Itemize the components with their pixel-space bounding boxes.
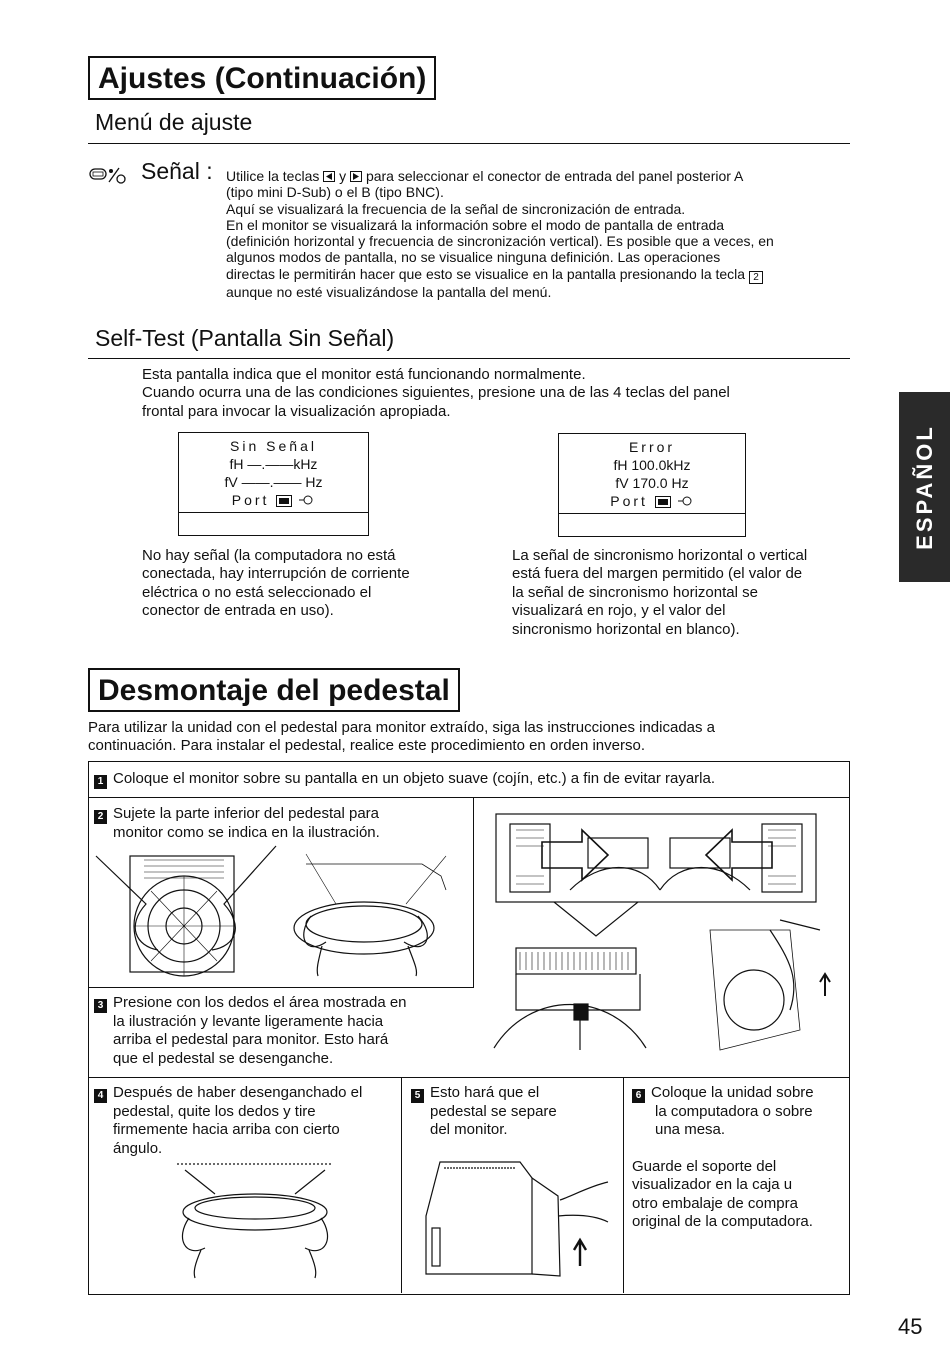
section2-intro: Para utilizar la unidad con el pedestal para monitor extraído, siga las instrucciones indicadas a continuación. Para instalar el pedestal, realice este procedimiento en orden inverso.: [88, 719, 716, 755]
caption-error: La señal de sincronismo horizontal o vertical está fuera del margen permitido (el valor de la señal de sincronismo horizontal se visualizará en rojo, y el valor del sincronismo horizontal en blanco).: [512, 547, 808, 638]
selftest-title: Self-Test (Pantalla Sin Señal): [95, 325, 395, 351]
screen-line: fV 170.0 Hz: [615, 475, 689, 491]
subtitle-menu-ajuste: Menú de ajuste: [95, 109, 253, 135]
input-select-icon: [89, 166, 133, 184]
screen-line: Port: [610, 493, 648, 509]
step-6: 6 Coloque la unidad sobre la computadora o sobre una mesa. Guarde el soporte del visualizador en la caja u otro embalaje de compra original de la computadora.: [632, 1084, 814, 1231]
caption-no-signal: No hay señal (la computadora no está conectada, hay interrupción de corriente eléctrica o no está seleccionado el conector de entrada en uso).: [142, 547, 410, 620]
step-4: 4 Después de haber desenganchado el pedestal, quite los dedos y tire firmemente hacia arriba con cierto ángulo.: [94, 1084, 362, 1158]
divider: [88, 987, 474, 988]
step-number: 5: [411, 1089, 424, 1103]
senal-description: Utilice la teclas y para seleccionar el conector de entrada del panel posterior A (tipo mini D-Sub) o el B (tipo BNC). Aquí se visualizará la frecuencia de la señal de sincronización de entrada. En el monitor se visualizará la información sobre el modo de pantalla de entrada (definición horizontal y frecuencia de sincronización vertical). Es posible que a veces, en algunos modos de pantalla, no se visualice ninguna definición. Las operaciones directas le permitirán hacer que esto se visualice en la pantalla presionando la tecla 2 aunque no esté visualizándose la pantalla del menú.: [226, 168, 774, 300]
screen-line: Sin Señal: [230, 438, 317, 454]
stand-grip-illustration: [96, 846, 466, 978]
key-2: 2: [749, 271, 763, 284]
screen-line: fH —.——kHz: [229, 456, 318, 472]
right-arrow-key-icon: [350, 171, 362, 182]
left-arrow-key-icon: [323, 171, 335, 182]
language-tab-espanol: ESPAÑOL: [899, 392, 950, 582]
divider: [401, 1077, 402, 1293]
connector-icon: [276, 495, 292, 507]
screen-no-signal: [178, 432, 369, 536]
senal-label: Señal :: [141, 158, 213, 184]
section-title-ajustes: Ajustes (Continuación): [88, 56, 436, 100]
step-number: 4: [94, 1089, 107, 1103]
connector-icon: [655, 496, 671, 508]
step-number: 2: [94, 810, 107, 824]
release-tab-illustration: [490, 810, 840, 1072]
divider: [88, 358, 850, 359]
screen-error: [558, 433, 746, 537]
divider: [88, 143, 850, 144]
step-number: 1: [94, 775, 107, 789]
step-number: 6: [632, 1089, 645, 1103]
monitor-separate-illustration: [420, 1156, 610, 1282]
step-5: 5 Esto hará que el pedestal se separe del monitor.: [411, 1084, 557, 1140]
step-3: 3 Presione con los dedos el área mostrada en la ilustración y levante ligeramente hacia arriba el pedestal para monitor. Esto hará que el pedestal se desenganche.: [94, 994, 407, 1068]
sync-icon: [678, 495, 694, 507]
lift-stand-illustration: [165, 1154, 345, 1280]
step-1: 1 Coloque el monitor sobre su pantalla en un objeto suave (cojín, etc.) a fin de evitar rayarla.: [94, 770, 715, 789]
divider: [88, 797, 850, 798]
divider: [623, 1077, 624, 1293]
selftest-intro: Esta pantalla indica que el monitor está funcionando normalmente. Cuando ocurra una de las condiciones siguientes, presione una de las 4 teclas del panel frontal para invocar la visualización apropiada.: [142, 366, 730, 420]
divider: [88, 1077, 850, 1078]
divider: [473, 797, 474, 987]
section-title-desmontaje: Desmontaje del pedestal: [88, 668, 460, 712]
step-2: 2 Sujete la parte inferior del pedestal para monitor como se indica en la ilustración.: [94, 805, 380, 842]
sync-icon: [299, 494, 315, 506]
screen-line: Port: [231, 492, 270, 508]
step-number: 3: [94, 999, 107, 1013]
screen-line: fH 100.0kHz: [613, 457, 691, 473]
screen-line: fV ——.—— Hz: [224, 474, 323, 490]
page-number: 45: [898, 1314, 923, 1339]
screen-line: Error: [628, 439, 676, 455]
